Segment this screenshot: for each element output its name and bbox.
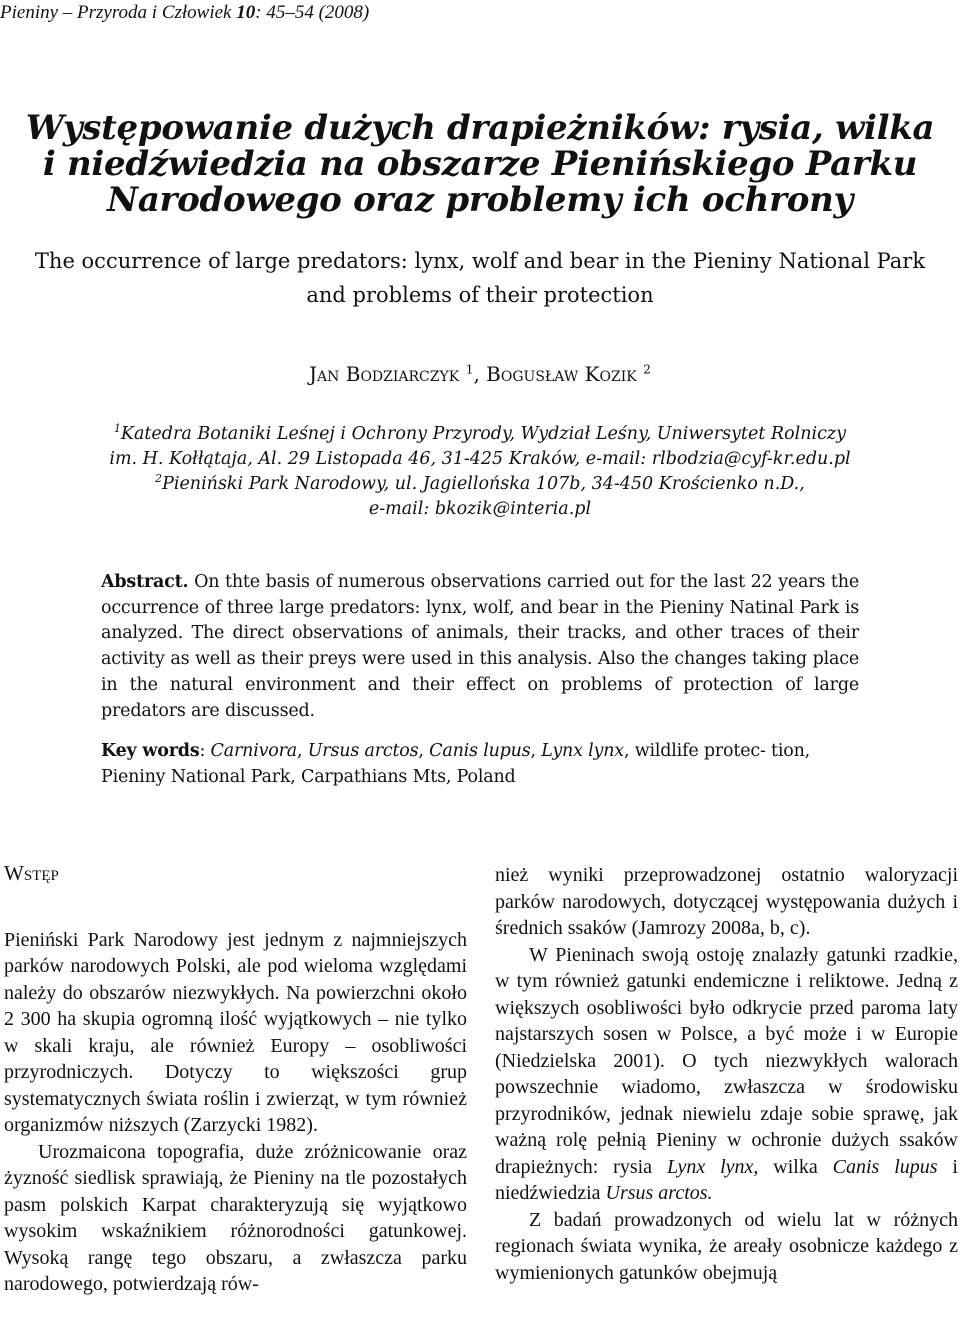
affiliation-line: im. H. Kołłątaja, Al. 29 Listopada 46, 31-425 Kraków, e-mail: rlbodzia@cyf-kr.edu.pl bbox=[109, 449, 851, 469]
paragraph-text: wilka bbox=[758, 1155, 833, 1178]
journal-name: Pieniny – Przyroda i Człowiek bbox=[0, 2, 232, 23]
paragraph: Urozmaicona topografia, duże zróżnicowanie oraz żyzność siedlisk sprawiają, że Pieniny na tle pozostałych pasm polskich Karpat charakteryzują się wyjątkowo wysokim wskaźnikiem różnorodności gatunkowej. Wysoką rangę tego obszaru, a zwłaszcza parku narodowego, potwierdzają rów- bbox=[4, 1140, 467, 1295]
keyword: Lynx lynx bbox=[541, 741, 624, 761]
keywords-rest: , wildlife protec- tion, Pieniny National Park, Carpathians Mts, Poland bbox=[101, 741, 811, 787]
affiliation-line bbox=[0, 422, 960, 447]
abstract bbox=[101, 570, 859, 724]
author-name: Jan Bodziarczyk bbox=[309, 362, 460, 386]
keywords-sep: , bbox=[297, 741, 308, 761]
affiliation-line bbox=[0, 472, 960, 497]
keywords bbox=[101, 738, 859, 790]
abstract-text: On thte basis of numerous observations carried out for the last 22 years the occurrence of three large predators: lynx, wolf, and bear in the Pieniny Natinal Park is analyzed. The direct observations of animals, their tracks, and other traces of their activity as well as their preys were used in this analysis. Also the changes taking place in the natural environment and their effect on problems of protection of large predators are discussed. bbox=[101, 572, 859, 721]
title-english bbox=[0, 244, 960, 312]
journal-volume: 10 bbox=[236, 2, 256, 23]
species-name: Ursus arctos. bbox=[605, 1182, 713, 1204]
title-line: Narodowego oraz problemy ich ochrony bbox=[107, 180, 853, 220]
abstract-label: Abstract. bbox=[101, 572, 189, 592]
keyword: Ursus arctos bbox=[307, 741, 419, 761]
species-name: Canis lupus bbox=[832, 1155, 938, 1178]
subtitle-line: and problems of their protection bbox=[306, 283, 654, 307]
species-name: Lynx lynx, bbox=[666, 1155, 759, 1178]
keywords-label: Key words bbox=[101, 741, 200, 761]
body-column-left bbox=[4, 860, 467, 1298]
keywords-sep: , bbox=[530, 741, 542, 761]
body-column-right bbox=[495, 862, 958, 1286]
author-affil-ref: 1 bbox=[465, 361, 474, 377]
title-line: Występowanie dużych drapieżników: rysia, wilka bbox=[25, 108, 935, 148]
journal-header bbox=[0, 2, 369, 24]
paragraph-text: W Pieninach swoją ostoję znalazły gatunki rzadkie, w tym również gatunki endemiczne i reliktowe. Jedną z większych osobliwości było odkrycie przed paroma laty najstarszych sosen w Polsce, a być może i w Europie (Niedzielska 2001). O tych niezwykłych walorach powszechnie wiadomo, zwłaszcza w środowisku przyrodników, jednak niewielu zdaje sobie sprawę, jak ważną rolę pełnią Pieniny w ochronie dużych ssaków drapieżnych: rysia bbox=[495, 943, 958, 1178]
paragraph: Z badań prowadzonych od wielu lat w różnych regionach świata wynika, że areały osobnicze każdego z wymienionych gatunków obejmują bbox=[495, 1208, 958, 1284]
paragraph: Pieniński Park Narodowy jest jednym z najmniejszych parków narodowych Polski, ale pod wieloma względami należy do obszarów niezwykłych. Na powierzchni około 2 300 ha skupia ogromną ilość wyjątkowych – nie tylko w skali kraju, ale również Europy – osobliwości przyrodniczych. Dotyczy to większości grup systematycznych świata roślin i zwierząt, w tym również organizmów niższych (Zarzycki 1982). bbox=[4, 928, 467, 1136]
author-affil-ref: 2 bbox=[643, 361, 651, 377]
keywords-sep: : bbox=[199, 741, 211, 761]
paragraph-text: i niedźwiedzia bbox=[495, 1155, 958, 1204]
title-line: i niedźwiedzia na obszarze Pienińskiego Parku bbox=[42, 144, 918, 184]
affiliations bbox=[0, 422, 960, 522]
authors: Jan Bodziarczyk $^1$, Bogusław Kozik $^2$ bbox=[309, 361, 651, 386]
paragraph bbox=[495, 942, 958, 1207]
subtitle-line: The occurrence of large predators: lynx, wolf and bear in the Pieniny National Park bbox=[34, 249, 926, 273]
affiliation-line: e-mail: bkozik@interia.pl bbox=[368, 499, 592, 519]
title-polish bbox=[0, 110, 960, 218]
paragraph: nież wyniki przeprowadzonej ostatnio waloryzacji parków narodowych, dotyczącej występowania dużych i średnich ssaków (Jamrozy 2008a, b, c). bbox=[495, 864, 958, 939]
journal-pages-year: : 45–54 (2008) bbox=[255, 2, 370, 23]
section-heading: Wstęp bbox=[4, 861, 59, 885]
keyword: Carnivora bbox=[210, 741, 298, 761]
affil-text: Katedra Botaniki Leśnej i Ochrony Przyrody, Wydział Leśny, Uniwersytet Rolniczy bbox=[120, 424, 847, 444]
affil-text: Pieniński Park Narodowy, ul. Jagiellońska 107b, 34-450 Krościenko n.D., bbox=[162, 474, 805, 494]
keyword: Canis lupus bbox=[429, 741, 531, 761]
keywords-sep: , bbox=[418, 741, 430, 761]
affil-marker: 1 bbox=[113, 422, 121, 436]
author-name: Bogusław Kozik bbox=[486, 362, 637, 386]
affil-marker: 2 bbox=[155, 472, 163, 486]
